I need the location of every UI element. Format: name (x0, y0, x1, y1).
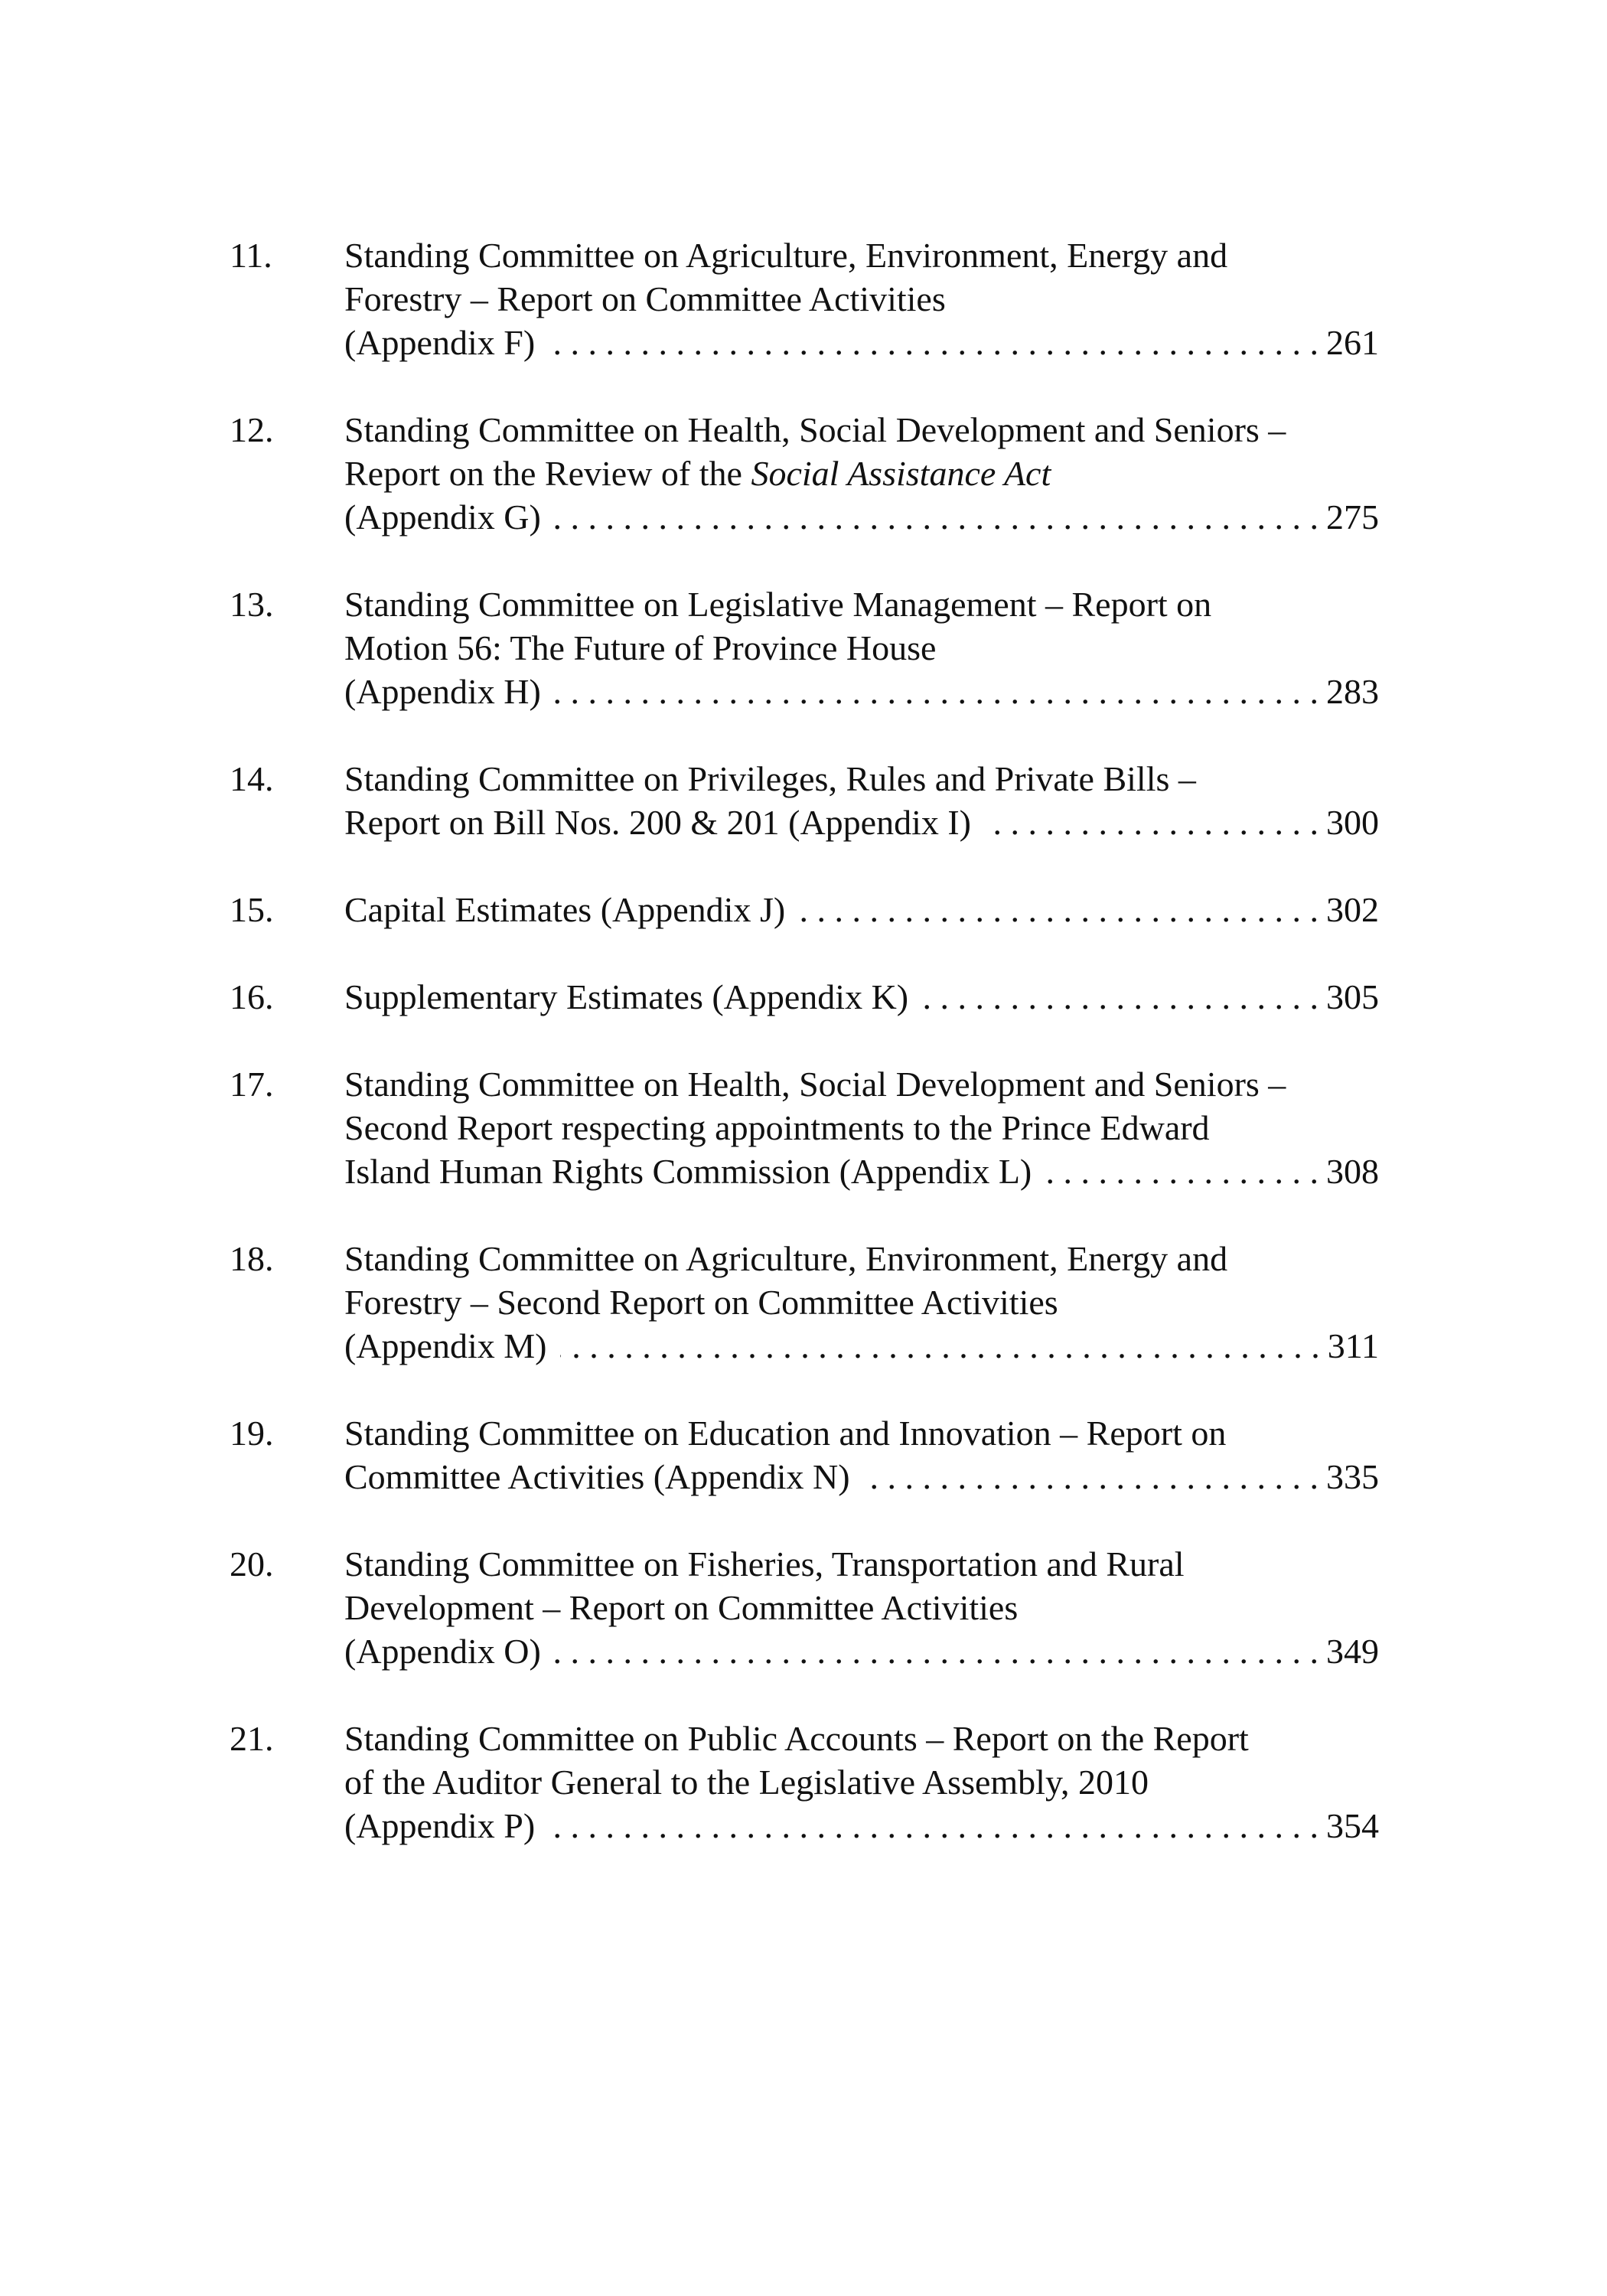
entry-appendix-label: Island Human Rights Commission (Appendix L) (344, 1152, 1032, 1191)
entry-appendix-label: (Appendix H) (344, 672, 541, 711)
dot-leader (799, 888, 1319, 931)
page-number: 275 (1326, 497, 1379, 536)
entry-number: 20. (230, 1544, 274, 1583)
dot-leader (555, 670, 1319, 713)
dot-leader (555, 495, 1319, 539)
entry-body (344, 1411, 1379, 1499)
entry-title-line: Standing Committee on Legislative Management – Report on (344, 585, 1212, 624)
entry-title-line: Standing Committee on Education and Innovation – Report on (344, 1414, 1227, 1453)
entry-title-line: Development – Report on Committee Activities (344, 1588, 1019, 1627)
dot-leader (555, 1629, 1319, 1673)
entry-body (344, 582, 1379, 713)
entry-last-line (344, 321, 1379, 364)
page-number: 283 (1326, 672, 1379, 711)
entry-body (344, 233, 1379, 364)
entry-title-line: of the Auditor General to the Legislative Assembly, 2010 (344, 1763, 1149, 1802)
entry-last-line (344, 888, 1379, 931)
entry-title-line: Motion 56: The Future of Province House (344, 628, 937, 667)
dot-leader (549, 321, 1319, 364)
page-number: 308 (1326, 1152, 1379, 1191)
entry-appendix-label: Supplementary Estimates (Appendix K) (344, 977, 909, 1016)
page-number: 302 (1326, 890, 1379, 929)
page-number: 261 (1326, 323, 1379, 362)
toc-entry (230, 975, 1379, 1019)
entry-appendix-label: (Appendix O) (344, 1632, 541, 1671)
entry-title-line: Standing Committee on Fisheries, Transportation and Rural (344, 1544, 1185, 1583)
entry-title-line: Forestry – Second Report on Committee Activities (344, 1283, 1058, 1322)
page-number: 305 (1326, 977, 1379, 1016)
entry-last-line (344, 1629, 1379, 1673)
page-number: 354 (1326, 1806, 1379, 1845)
entry-body (344, 1542, 1379, 1673)
entry-appendix-label: (Appendix P) (344, 1806, 536, 1845)
entry-last-line (344, 1455, 1379, 1499)
entry-number: 11. (230, 236, 272, 275)
page-number: 335 (1326, 1457, 1379, 1496)
entry-last-line (344, 495, 1379, 539)
toc-entry (230, 1411, 1379, 1499)
dot-leader (985, 801, 1319, 844)
page-number: 311 (1327, 1326, 1379, 1365)
table-of-contents (230, 233, 1379, 1891)
dot-leader (549, 1804, 1319, 1848)
toc-entry (230, 757, 1379, 844)
dot-leader (560, 1324, 1319, 1368)
entry-last-line (344, 670, 1379, 713)
entry-last-line (344, 1324, 1379, 1368)
toc-entry (230, 1717, 1379, 1848)
entry-body (344, 1237, 1379, 1368)
toc-entry (230, 233, 1379, 364)
entry-appendix-label: Capital Estimates (Appendix J) (344, 890, 786, 929)
entry-body (344, 1717, 1379, 1848)
entry-body (344, 408, 1379, 539)
page-number: 349 (1326, 1632, 1379, 1671)
toc-entry (230, 1062, 1379, 1193)
entry-appendix-label: (Appendix M) (344, 1326, 547, 1365)
dot-leader (864, 1455, 1319, 1499)
entry-appendix-label: Committee Activities (Appendix N) (344, 1457, 850, 1496)
act-title: Social Assistance Act (751, 454, 1051, 493)
toc-entry (230, 408, 1379, 539)
entry-last-line (344, 975, 1379, 1019)
entry-title-line: Standing Committee on Agriculture, Environment, Energy and (344, 236, 1228, 275)
entry-title-line: Standing Committee on Public Accounts – Report on the Report (344, 1719, 1249, 1758)
entry-title-line: Standing Committee on Agriculture, Environment, Energy and (344, 1239, 1228, 1278)
entry-number: 17. (230, 1065, 274, 1104)
entry-body (344, 1062, 1379, 1193)
toc-entry (230, 888, 1379, 931)
entry-body (344, 888, 1379, 931)
toc-entry (230, 1542, 1379, 1673)
dot-leader (1045, 1150, 1319, 1193)
entry-appendix-label: Report on Bill Nos. 200 & 201 (Appendix I) (344, 803, 971, 842)
dot-leader (922, 975, 1319, 1019)
entry-title-line: Second Report respecting appointments to the Prince Edward (344, 1108, 1210, 1147)
entry-title-line: Forestry – Report on Committee Activities (344, 279, 946, 318)
entry-title-text: Report on the Review of the (344, 454, 751, 493)
entry-title-line (344, 452, 1379, 495)
entry-number: 13. (230, 585, 274, 624)
entry-body (344, 975, 1379, 1019)
page-number: 300 (1326, 803, 1379, 842)
entry-body (344, 757, 1379, 844)
entry-number: 21. (230, 1719, 274, 1758)
toc-entry (230, 582, 1379, 713)
entry-number: 19. (230, 1414, 274, 1453)
entry-last-line (344, 1150, 1379, 1193)
entry-last-line (344, 1804, 1379, 1848)
entry-number: 18. (230, 1239, 274, 1278)
entry-number: 15. (230, 890, 274, 929)
entry-appendix-label: (Appendix F) (344, 323, 536, 362)
entry-appendix-label: (Appendix G) (344, 497, 541, 536)
entry-number: 16. (230, 977, 274, 1016)
entry-number: 14. (230, 759, 274, 798)
toc-entry (230, 1237, 1379, 1368)
entry-title-line: Standing Committee on Health, Social Development and Seniors – (344, 410, 1286, 449)
entry-title-line: Standing Committee on Privileges, Rules and Private Bills – (344, 759, 1196, 798)
entry-last-line (344, 801, 1379, 844)
entry-number: 12. (230, 410, 274, 449)
entry-title-line: Standing Committee on Health, Social Development and Seniors – (344, 1065, 1286, 1104)
